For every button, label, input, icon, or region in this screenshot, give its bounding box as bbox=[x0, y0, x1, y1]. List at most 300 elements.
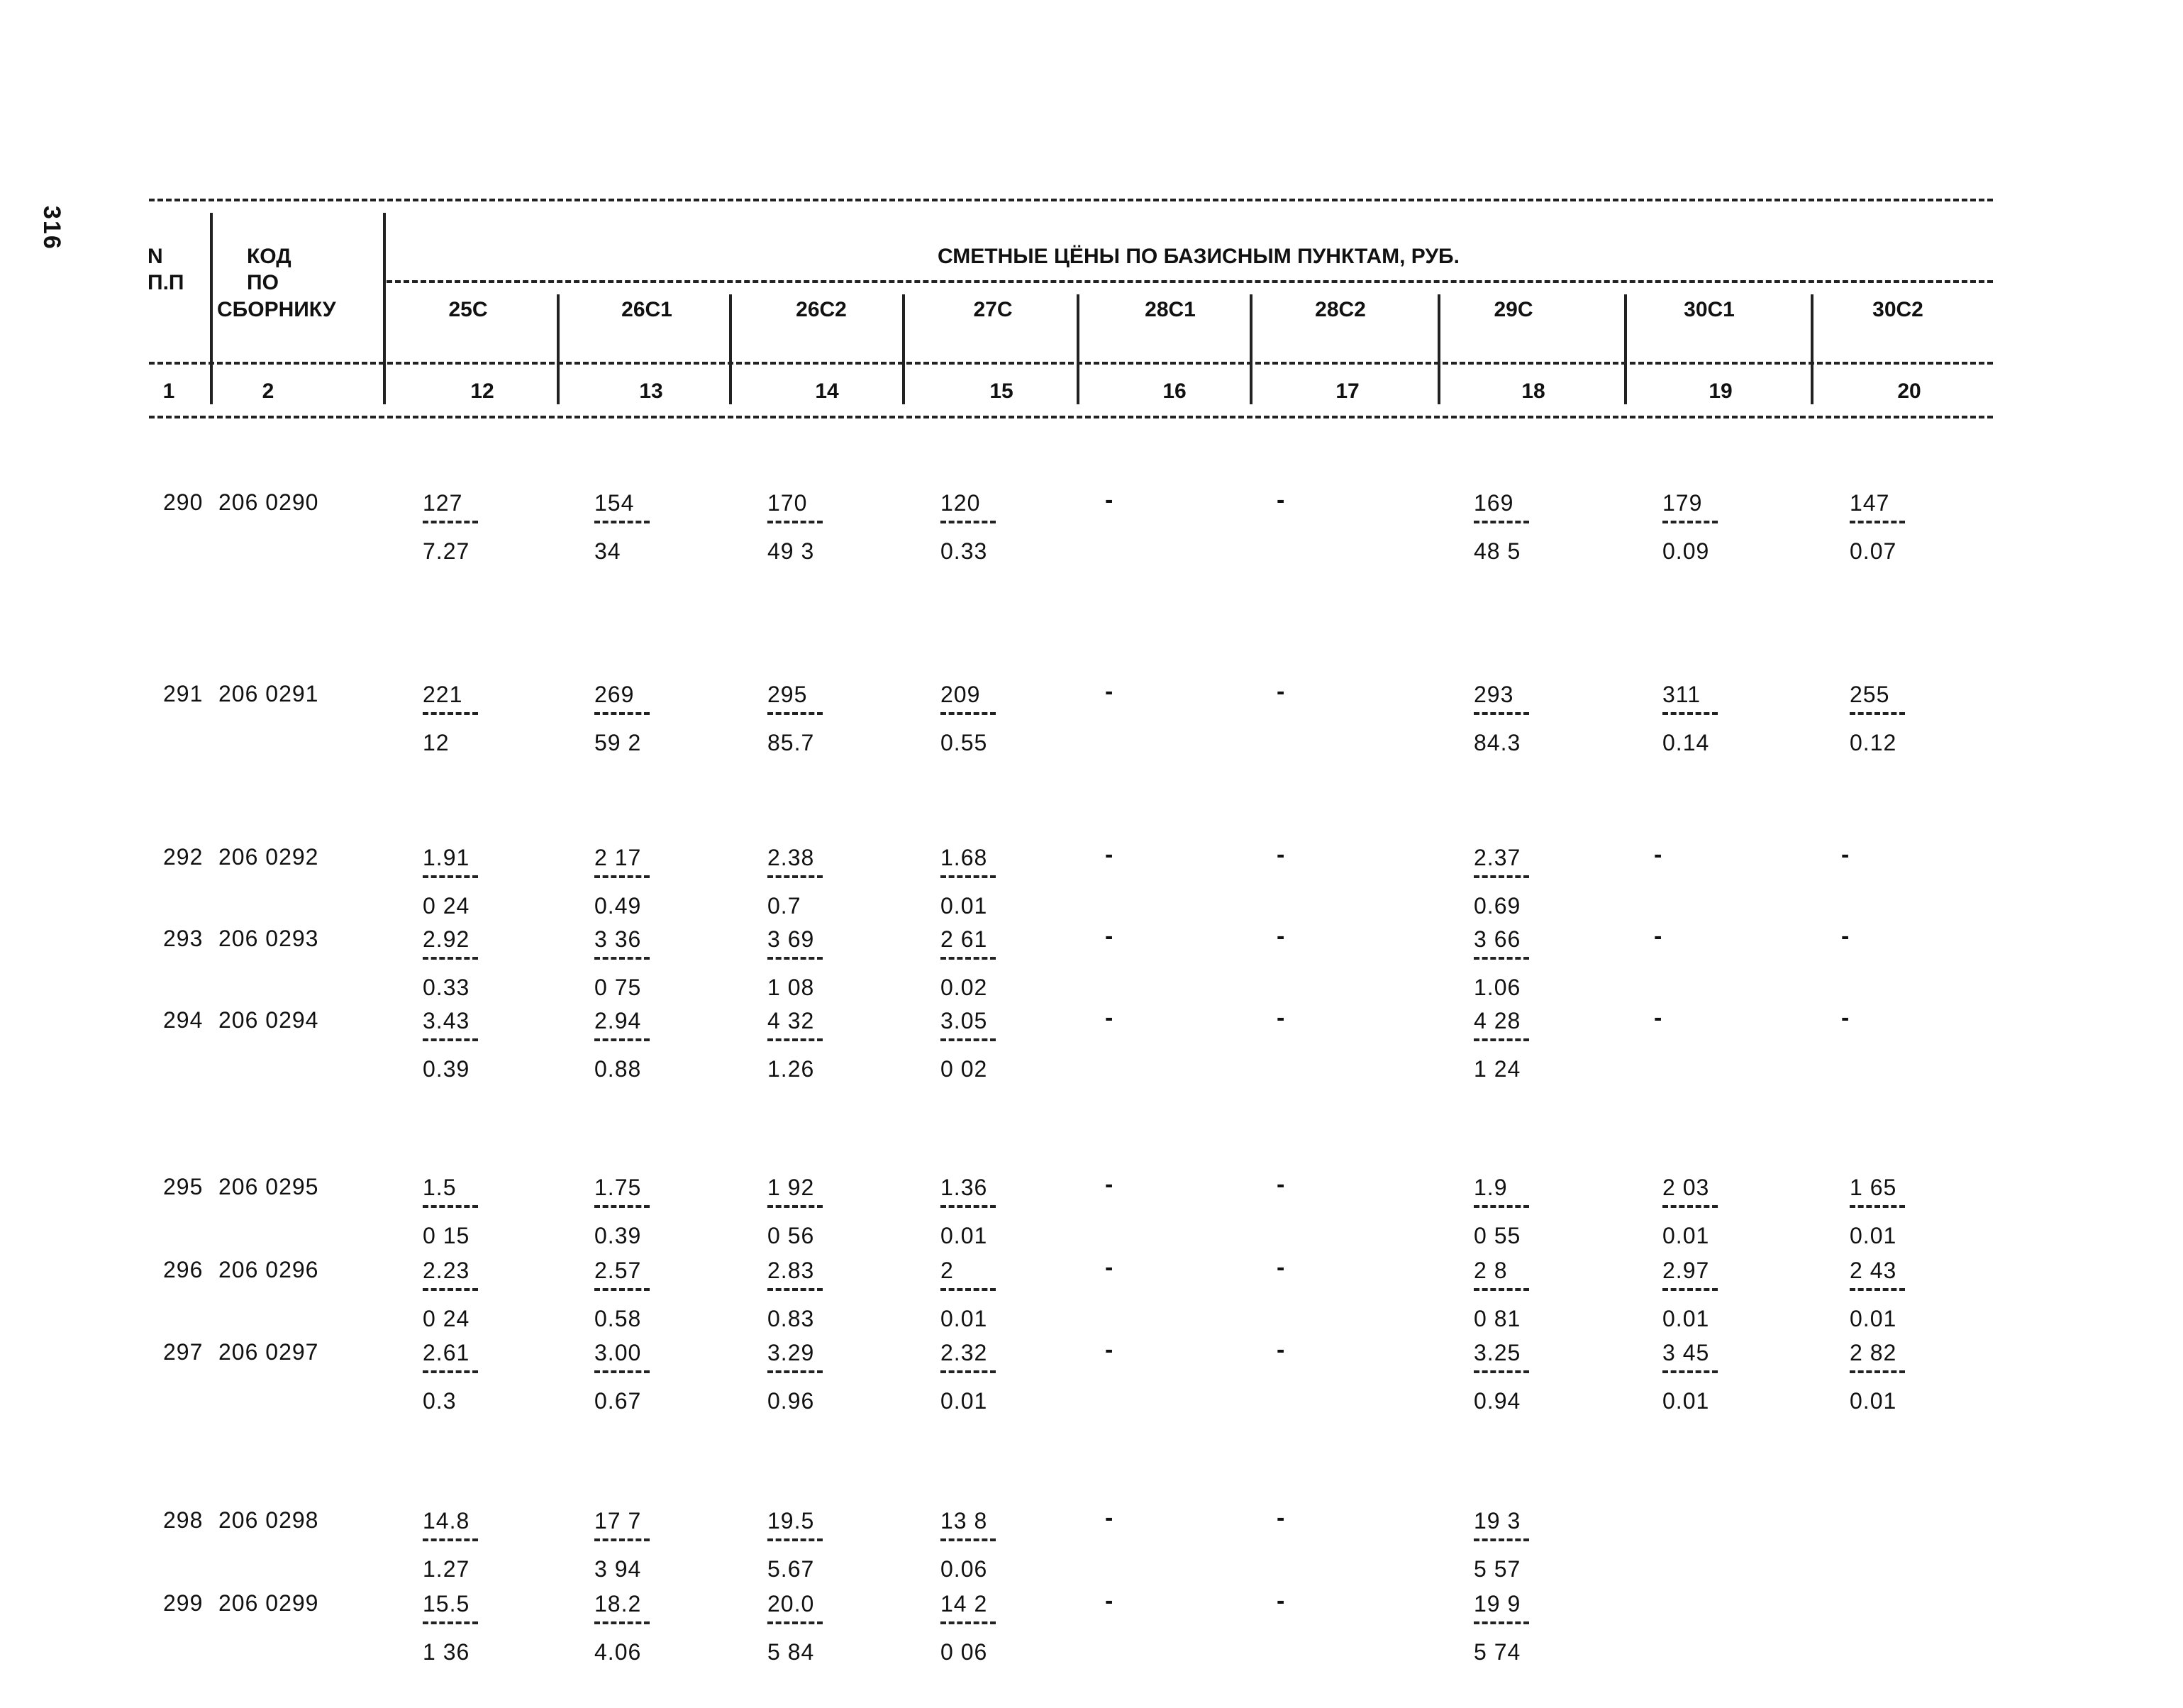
price-subvalue: 0 55 bbox=[1474, 1223, 1521, 1248]
price-value: 14 2 bbox=[940, 1591, 988, 1616]
fraction-bar bbox=[767, 1288, 823, 1291]
no-price-dash: - bbox=[1105, 1504, 1113, 1531]
price-subvalue: 1.26 bbox=[767, 1056, 815, 1082]
price-cell bbox=[1662, 1339, 1726, 1414]
price-value: 3.05 bbox=[940, 1008, 988, 1033]
price-value: 179 bbox=[1662, 490, 1703, 516]
price-value: 1.75 bbox=[594, 1175, 642, 1200]
price-subvalue: 5 84 bbox=[767, 1639, 815, 1665]
no-price-dash: - bbox=[1277, 678, 1285, 705]
price-subvalue: 0.69 bbox=[1474, 893, 1521, 919]
colnum-12: 12 bbox=[470, 379, 494, 403]
price-value: 154 bbox=[594, 490, 635, 516]
price-cell bbox=[423, 1339, 487, 1414]
fraction-bar bbox=[767, 1370, 823, 1373]
price-cell bbox=[594, 926, 658, 1001]
price-cell bbox=[1662, 681, 1726, 756]
price-cell bbox=[594, 1339, 658, 1414]
fraction-bar bbox=[940, 875, 996, 878]
fraction-bar bbox=[423, 1288, 478, 1291]
price-value: 3.43 bbox=[423, 1008, 470, 1033]
fraction-bar bbox=[1850, 1288, 1905, 1291]
price-value: 147 bbox=[1850, 490, 1890, 516]
price-value: 20.0 bbox=[767, 1591, 815, 1616]
fraction-bar bbox=[594, 875, 650, 878]
col-n-label-1: N bbox=[148, 245, 163, 268]
price-subvalue: 0 56 bbox=[767, 1223, 815, 1248]
price-subvalue: 0.01 bbox=[1850, 1306, 1897, 1331]
price-cell bbox=[1474, 1339, 1538, 1414]
fraction-bar bbox=[767, 1621, 823, 1624]
price-cell bbox=[423, 926, 487, 1001]
price-col-28c2: 28С2 bbox=[1315, 298, 1366, 321]
price-cell bbox=[767, 1174, 831, 1249]
col-code-label-3: СБОРНИКУ bbox=[217, 298, 336, 321]
row-number: 290 bbox=[163, 489, 204, 515]
price-cell bbox=[940, 1174, 1004, 1249]
price-value: 255 bbox=[1850, 682, 1890, 707]
price-cell bbox=[1662, 489, 1726, 565]
fraction-bar bbox=[940, 1205, 996, 1208]
price-subvalue: 0 81 bbox=[1474, 1306, 1521, 1331]
colnum-2: 2 bbox=[262, 379, 274, 403]
price-value: 2.38 bbox=[767, 845, 815, 870]
row-code: 206 0297 bbox=[218, 1339, 319, 1365]
fraction-bar bbox=[767, 1205, 823, 1208]
price-subvalue: 0.83 bbox=[767, 1306, 815, 1331]
no-price-dash: - bbox=[1654, 1004, 1662, 1031]
no-price-dash: - bbox=[1277, 1254, 1285, 1281]
price-value: 2 61 bbox=[940, 926, 988, 952]
price-cell bbox=[767, 1007, 831, 1082]
fraction-bar bbox=[940, 957, 996, 960]
row-number: 298 bbox=[163, 1507, 204, 1533]
price-subvalue: 4.06 bbox=[594, 1639, 642, 1665]
top-rule bbox=[149, 199, 1993, 201]
price-subvalue: 0.94 bbox=[1474, 1388, 1521, 1414]
no-price-dash: - bbox=[1277, 1336, 1285, 1363]
price-cell bbox=[940, 1257, 1004, 1332]
price-cell bbox=[1474, 844, 1538, 919]
fraction-bar bbox=[940, 521, 996, 523]
no-price-dash: - bbox=[1105, 841, 1113, 868]
price-subvalue: 5 57 bbox=[1474, 1556, 1521, 1582]
price-subvalue: 0.39 bbox=[423, 1056, 470, 1082]
no-price-dash: - bbox=[1277, 1504, 1285, 1531]
price-cell bbox=[1474, 1257, 1538, 1332]
price-subvalue: 84.3 bbox=[1474, 730, 1521, 755]
price-cell bbox=[940, 926, 1004, 1001]
price-value: 2.97 bbox=[1662, 1258, 1710, 1283]
no-price-dash: - bbox=[1841, 1004, 1850, 1031]
no-price-dash: - bbox=[1105, 487, 1113, 514]
price-col-30c1: 30С1 bbox=[1684, 298, 1735, 321]
no-price-dash: - bbox=[1654, 923, 1662, 950]
fraction-bar bbox=[1662, 712, 1718, 715]
header-rule-mid bbox=[149, 362, 1993, 365]
fraction-bar bbox=[1662, 1205, 1718, 1208]
row-number: 292 bbox=[163, 844, 204, 870]
price-value: 2 82 bbox=[1850, 1340, 1897, 1365]
no-price-dash: - bbox=[1277, 1587, 1285, 1614]
price-cell bbox=[594, 681, 658, 756]
row-number: 294 bbox=[163, 1007, 204, 1033]
price-cell bbox=[1850, 681, 1913, 756]
fraction-bar bbox=[1474, 1288, 1529, 1291]
fraction-bar bbox=[1662, 521, 1718, 523]
price-value: 3 66 bbox=[1474, 926, 1521, 952]
price-value: 269 bbox=[594, 682, 635, 707]
price-cell bbox=[940, 1507, 1004, 1582]
price-cell bbox=[940, 1339, 1004, 1414]
row-code: 206 0298 bbox=[218, 1507, 319, 1533]
price-value: 1.68 bbox=[940, 845, 988, 870]
colnum-15: 15 bbox=[989, 379, 1013, 403]
row-number: 299 bbox=[163, 1590, 204, 1616]
no-price-dash: - bbox=[1105, 678, 1113, 705]
price-cell bbox=[940, 844, 1004, 919]
col-code-label-1: КОД bbox=[247, 245, 291, 268]
row-code: 206 0296 bbox=[218, 1257, 319, 1282]
price-cell bbox=[767, 681, 831, 756]
price-value: 15.5 bbox=[423, 1591, 470, 1616]
price-subvalue: 1.06 bbox=[1474, 975, 1521, 1000]
sep-c15 bbox=[902, 294, 905, 404]
price-cell bbox=[767, 489, 831, 565]
price-subvalue: 1 36 bbox=[423, 1639, 470, 1665]
fraction-bar bbox=[1474, 1205, 1529, 1208]
fraction-bar bbox=[594, 1370, 650, 1373]
price-subvalue: 0.33 bbox=[940, 538, 988, 564]
price-subvalue: 0.55 bbox=[940, 730, 988, 755]
price-col-26c1: 26С1 bbox=[621, 298, 672, 321]
price-cell bbox=[1662, 1174, 1726, 1249]
price-cell bbox=[1474, 681, 1538, 756]
price-value: 19 3 bbox=[1474, 1508, 1521, 1534]
fraction-bar bbox=[594, 712, 650, 715]
price-col-29c: 29С bbox=[1494, 298, 1533, 321]
price-cell bbox=[767, 1339, 831, 1414]
price-value: 14.8 bbox=[423, 1508, 470, 1534]
fraction-bar bbox=[767, 1038, 823, 1041]
fraction-bar bbox=[423, 1621, 478, 1624]
price-subvalue: 0.7 bbox=[767, 893, 801, 919]
no-price-dash: - bbox=[1277, 487, 1285, 514]
price-value: 293 bbox=[1474, 682, 1514, 707]
no-price-dash: - bbox=[1277, 841, 1285, 868]
price-value: 1.9 bbox=[1474, 1175, 1508, 1200]
price-cell bbox=[1474, 489, 1538, 565]
price-value: 2.61 bbox=[423, 1340, 470, 1365]
price-cell bbox=[423, 1007, 487, 1082]
fraction-bar bbox=[940, 1621, 996, 1624]
colnum-18: 18 bbox=[1521, 379, 1545, 403]
price-cell bbox=[1474, 1507, 1538, 1582]
price-value: 1 92 bbox=[767, 1175, 815, 1200]
price-cell bbox=[594, 1507, 658, 1582]
price-subvalue: 0.14 bbox=[1662, 730, 1710, 755]
price-cell bbox=[594, 1007, 658, 1082]
price-cell bbox=[423, 844, 487, 919]
price-value: 3.29 bbox=[767, 1340, 815, 1365]
price-subvalue: 0.88 bbox=[594, 1056, 642, 1082]
colnum-13: 13 bbox=[639, 379, 663, 403]
price-value: 3 69 bbox=[767, 926, 815, 952]
price-cell bbox=[1474, 926, 1538, 1001]
price-subvalue: 0.33 bbox=[423, 975, 470, 1000]
col-n-label-2: П.П bbox=[148, 271, 184, 294]
fraction-bar bbox=[423, 1038, 478, 1041]
price-subvalue: 0 06 bbox=[940, 1639, 988, 1665]
sep-c14 bbox=[729, 294, 732, 404]
price-subvalue: 48 5 bbox=[1474, 538, 1521, 564]
fraction-bar bbox=[423, 1370, 478, 1373]
sep-c18 bbox=[1438, 294, 1440, 404]
row-number: 297 bbox=[163, 1339, 204, 1365]
no-price-dash: - bbox=[1105, 1587, 1113, 1614]
price-value: 19 9 bbox=[1474, 1591, 1521, 1616]
price-value: 2.23 bbox=[423, 1258, 470, 1283]
price-cell bbox=[767, 1590, 831, 1665]
row-code: 206 0294 bbox=[218, 1007, 319, 1033]
no-price-dash: - bbox=[1841, 923, 1850, 950]
price-subvalue: 0.67 bbox=[594, 1388, 642, 1414]
price-col-27c: 27С bbox=[973, 298, 1013, 321]
price-cell bbox=[1850, 1339, 1913, 1414]
fraction-bar bbox=[423, 1538, 478, 1541]
price-value: 2.92 bbox=[423, 926, 470, 952]
price-value: 4 32 bbox=[767, 1008, 815, 1033]
fraction-bar bbox=[1474, 521, 1529, 523]
fraction-bar bbox=[1474, 1538, 1529, 1541]
price-col-30c2: 30С2 bbox=[1872, 298, 1923, 321]
row-code: 206 0293 bbox=[218, 926, 319, 951]
sep-n bbox=[210, 213, 213, 404]
price-subvalue: 1 24 bbox=[1474, 1056, 1521, 1082]
no-price-dash: - bbox=[1277, 1004, 1285, 1031]
price-cell bbox=[767, 926, 831, 1001]
price-cell bbox=[1474, 1007, 1538, 1082]
price-value: 170 bbox=[767, 490, 808, 516]
price-subvalue: 0.02 bbox=[940, 975, 988, 1000]
fraction-bar bbox=[1662, 1370, 1718, 1373]
fraction-bar bbox=[1850, 1205, 1905, 1208]
colnum-19: 19 bbox=[1709, 379, 1733, 403]
price-subvalue: 0.01 bbox=[1850, 1223, 1897, 1248]
fraction-bar bbox=[1474, 1370, 1529, 1373]
price-value: 2.57 bbox=[594, 1258, 642, 1283]
sep-c20 bbox=[1811, 294, 1813, 404]
fraction-bar bbox=[940, 1288, 996, 1291]
no-price-dash: - bbox=[1277, 923, 1285, 950]
price-subvalue: 85.7 bbox=[767, 730, 815, 755]
price-value: 3.25 bbox=[1474, 1340, 1521, 1365]
price-subvalue: 3 94 bbox=[594, 1556, 642, 1582]
fraction-bar bbox=[940, 1370, 996, 1373]
sep-c17 bbox=[1250, 294, 1252, 404]
price-value: 1.91 bbox=[423, 845, 470, 870]
price-cell bbox=[594, 1590, 658, 1665]
row-number: 293 bbox=[163, 926, 204, 951]
price-value: 2 03 bbox=[1662, 1175, 1710, 1200]
row-code: 206 0295 bbox=[218, 1174, 319, 1199]
fraction-bar bbox=[594, 1205, 650, 1208]
price-subvalue: 0.06 bbox=[940, 1556, 988, 1582]
colnum-14: 14 bbox=[815, 379, 839, 403]
group-rule bbox=[387, 280, 1993, 283]
price-cell bbox=[940, 1007, 1004, 1082]
no-price-dash: - bbox=[1105, 1254, 1113, 1281]
price-col-28c1: 28С1 bbox=[1145, 298, 1196, 321]
price-col-26c2: 26С2 bbox=[796, 298, 847, 321]
price-subvalue: 34 bbox=[594, 538, 621, 564]
price-subvalue: 0.49 bbox=[594, 893, 642, 919]
price-value: 209 bbox=[940, 682, 981, 707]
price-value: 2 17 bbox=[594, 845, 642, 870]
price-subvalue: 0.12 bbox=[1850, 730, 1897, 755]
price-subvalue: 0 75 bbox=[594, 975, 642, 1000]
fraction-bar bbox=[423, 521, 478, 523]
price-cell bbox=[767, 1257, 831, 1332]
col-code-label-2: ПО bbox=[247, 271, 279, 294]
price-cell bbox=[940, 681, 1004, 756]
price-value: 2 bbox=[940, 1258, 954, 1283]
price-value: 127 bbox=[423, 490, 463, 516]
colnum-1: 1 bbox=[162, 379, 175, 403]
price-cell bbox=[423, 1174, 487, 1249]
price-cell bbox=[767, 1507, 831, 1582]
price-cell bbox=[940, 489, 1004, 565]
price-cell bbox=[594, 1174, 658, 1249]
price-subvalue: 0.3 bbox=[423, 1388, 457, 1414]
price-value: 2 43 bbox=[1850, 1258, 1897, 1283]
price-subvalue: 0 02 bbox=[940, 1056, 988, 1082]
price-cell bbox=[1474, 1590, 1538, 1665]
price-value: 19.5 bbox=[767, 1508, 815, 1534]
sep-c19 bbox=[1624, 294, 1627, 404]
no-price-dash: - bbox=[1841, 841, 1850, 868]
fraction-bar bbox=[594, 957, 650, 960]
price-subvalue: 0 24 bbox=[423, 893, 470, 919]
price-value: 169 bbox=[1474, 490, 1514, 516]
price-subvalue: 0.01 bbox=[940, 893, 988, 919]
price-subvalue: 5 74 bbox=[1474, 1639, 1521, 1665]
price-value: 2 8 bbox=[1474, 1258, 1508, 1283]
price-value: 17 7 bbox=[594, 1508, 642, 1534]
price-value: 2.83 bbox=[767, 1258, 815, 1283]
row-code: 206 0290 bbox=[218, 489, 319, 515]
fraction-bar bbox=[1474, 957, 1529, 960]
price-subvalue: 0.01 bbox=[940, 1223, 988, 1248]
price-cell bbox=[594, 1257, 658, 1332]
price-subvalue: 49 3 bbox=[767, 538, 815, 564]
price-value: 2.37 bbox=[1474, 845, 1521, 870]
price-cell bbox=[1850, 489, 1913, 565]
row-code: 206 0299 bbox=[218, 1590, 319, 1616]
price-value: 3 45 bbox=[1662, 1340, 1710, 1365]
page-number: 316 bbox=[38, 206, 65, 250]
price-subvalue: 0.09 bbox=[1662, 538, 1710, 564]
fraction-bar bbox=[940, 1538, 996, 1541]
price-subvalue: 0.01 bbox=[940, 1388, 988, 1414]
fraction-bar bbox=[423, 957, 478, 960]
price-value: 311 bbox=[1662, 682, 1701, 707]
price-cell bbox=[1850, 1174, 1913, 1249]
sep-c16 bbox=[1077, 294, 1079, 404]
price-value: 18.2 bbox=[594, 1591, 642, 1616]
price-subvalue: 7.27 bbox=[423, 538, 470, 564]
price-cell bbox=[594, 844, 658, 919]
no-price-dash: - bbox=[1105, 1336, 1113, 1363]
price-value: 2.32 bbox=[940, 1340, 988, 1365]
sep-c13 bbox=[557, 294, 560, 404]
price-subvalue: 0.39 bbox=[594, 1223, 642, 1248]
row-number: 295 bbox=[163, 1174, 204, 1199]
price-value: 120 bbox=[940, 490, 981, 516]
price-subvalue: 0.01 bbox=[1662, 1388, 1710, 1414]
fraction-bar bbox=[940, 712, 996, 715]
sep-code bbox=[383, 213, 386, 404]
fraction-bar bbox=[767, 1538, 823, 1541]
fraction-bar bbox=[1850, 712, 1905, 715]
price-value: 3 36 bbox=[594, 926, 642, 952]
row-code: 206 0291 bbox=[218, 681, 319, 706]
price-cell bbox=[940, 1590, 1004, 1665]
colnum-17: 17 bbox=[1335, 379, 1360, 403]
price-value: 1.5 bbox=[423, 1175, 457, 1200]
price-cell bbox=[423, 489, 487, 565]
no-price-dash: - bbox=[1654, 841, 1662, 868]
price-value: 1 65 bbox=[1850, 1175, 1897, 1200]
fraction-bar bbox=[940, 1038, 996, 1041]
price-cell bbox=[594, 489, 658, 565]
fraction-bar bbox=[594, 521, 650, 523]
fraction-bar bbox=[594, 1288, 650, 1291]
fraction-bar bbox=[423, 712, 478, 715]
fraction-bar bbox=[1474, 875, 1529, 878]
price-value: 3.00 bbox=[594, 1340, 642, 1365]
price-subvalue: 0 24 bbox=[423, 1306, 470, 1331]
fraction-bar bbox=[767, 875, 823, 878]
price-cell bbox=[423, 681, 487, 756]
price-subvalue: 59 2 bbox=[594, 730, 642, 755]
fraction-bar bbox=[1474, 1621, 1529, 1624]
price-value: 13 8 bbox=[940, 1508, 988, 1534]
price-cell bbox=[1850, 1257, 1913, 1332]
price-cell bbox=[423, 1257, 487, 1332]
price-subvalue: 0.01 bbox=[1850, 1388, 1897, 1414]
price-value: 2.94 bbox=[594, 1008, 642, 1033]
price-subvalue: 0 15 bbox=[423, 1223, 470, 1248]
no-price-dash: - bbox=[1105, 923, 1113, 950]
price-cell bbox=[423, 1507, 487, 1582]
price-subvalue: 0.96 bbox=[767, 1388, 815, 1414]
price-subvalue: 0.01 bbox=[940, 1306, 988, 1331]
fraction-bar bbox=[1850, 1370, 1905, 1373]
price-subvalue: 0.01 bbox=[1662, 1306, 1710, 1331]
row-number: 296 bbox=[163, 1257, 204, 1282]
fraction-bar bbox=[594, 1038, 650, 1041]
fraction-bar bbox=[1662, 1288, 1718, 1291]
price-value: 1.36 bbox=[940, 1175, 988, 1200]
price-cell bbox=[767, 844, 831, 919]
no-price-dash: - bbox=[1105, 1004, 1113, 1031]
group-title: СМЕТНЫЕ ЦЁНЫ ПО БАЗИСНЫМ ПУНКТАМ, РУБ. bbox=[938, 245, 1460, 268]
row-number: 291 bbox=[163, 681, 204, 706]
fraction-bar bbox=[594, 1538, 650, 1541]
price-subvalue: 0.01 bbox=[1662, 1223, 1710, 1248]
fraction-bar bbox=[423, 1205, 478, 1208]
